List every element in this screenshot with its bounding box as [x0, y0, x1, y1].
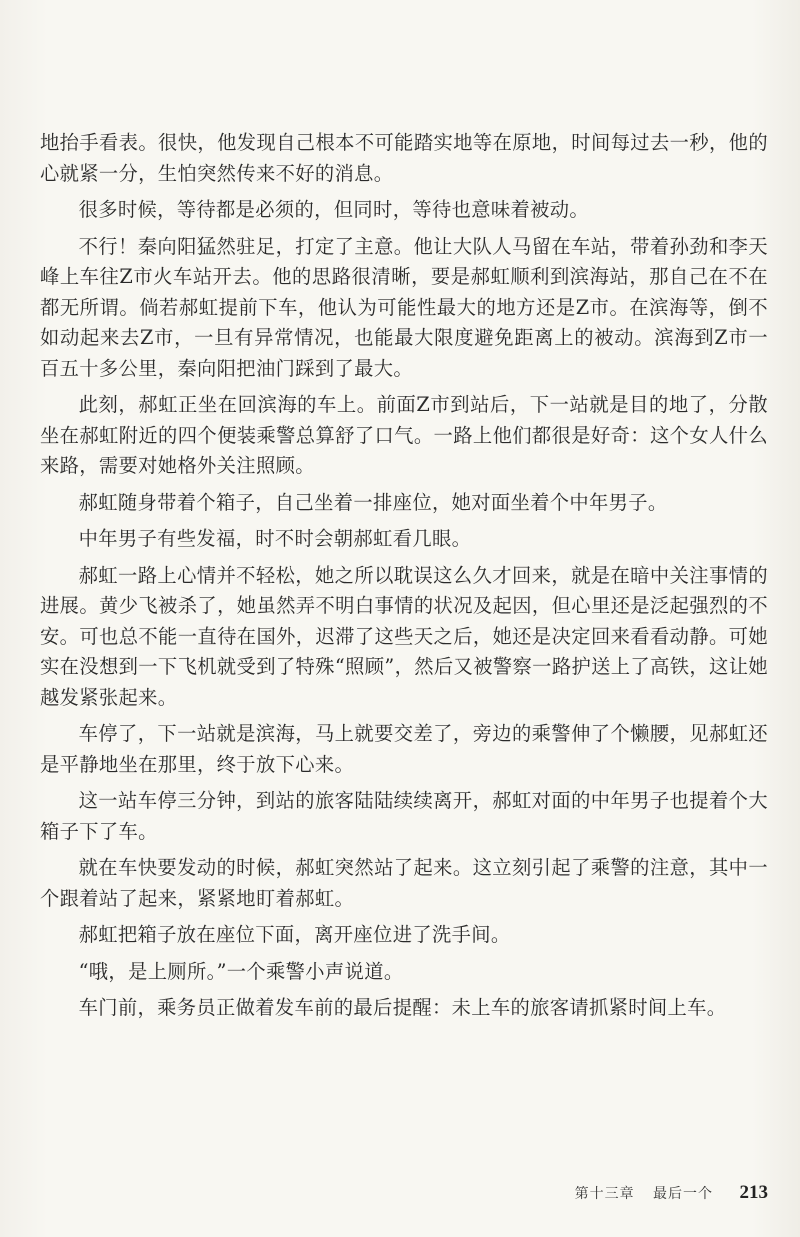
- paragraph: 郝虹随身带着个箱子，自己坐着一排座位，她对面坐着个中年男子。: [78, 490, 668, 514]
- paragraph: 这一站车停三分钟，到站的旅客陆陆续续离开，郝虹对面的中年男子也提着个大箱子下了车。: [40, 789, 768, 843]
- section-title: 最后一个: [653, 1186, 714, 1202]
- page-footer: [575, 1181, 768, 1206]
- paragraph: “哦，是上厕所。”一个乘警小声说道。: [78, 959, 404, 983]
- paragraph: 车停了，下一站就是滨海，马上就要交差了，旁边的乘警伸了个懒腰，见郝虹还是平静地坐在那里，终于放下心来。: [40, 722, 768, 776]
- paragraph: 不行！秦向阳猛然驻足，打定了主意。他让大队人马留在车站，带着孙劲和李天峰上车往Z市火车站开去。他的思路很清晰，要是郝虹顺利到滨海站，那自己在不在都无所谓。倘若郝虹提前下车，他认为可能性最大的地方还是Z市。在滨海等，倒不如动起来去Z市，一旦有异常情况，也能最大限度避免距离上的被动。滨海到Z市一百五十多公里，秦向阳把油门踩到了最大。: [40, 234, 768, 380]
- paragraph: 此刻，郝虹正坐在回滨海的车上。前面Z市到站后，下一站就是目的地了，分散坐在郝虹附近的四个便装乘警总算舒了口气。一路上他们都很是好奇：这个女人什么来路，需要对她格外关注照顾。: [40, 393, 768, 477]
- paragraph: 车门前，乘务员正做着发车前的最后提醒：未上车的旅客请抓紧时间上车。: [78, 996, 727, 1019]
- page-number: 213: [739, 1182, 768, 1203]
- paragraph: 郝虹一路上心情并不轻松，她之所以耽误这么久才回来，就是在暗中关注事情的进展。黄少飞被杀了，她虽然弄不明白事情的状况及起因，但心里还是泛起强烈的不安。可也总不能一直待在国外，迟滞了这些天之后，她还是决定回来看看动静。可她实在没想到一下飞机就受到了特殊“照顾”，然后又被警察一路护送上了高铁，这让她越发紧张起来。: [40, 563, 768, 709]
- paragraph: 地抬手看表。很快，他发现自己根本不可能踏实地等在原地，时间每过去一秒，他的心就紧一分，生怕突然传来不好的消息。: [40, 131, 768, 185]
- paragraph: 很多时候，等待都是必须的，但同时，等待也意味着被动。: [78, 198, 590, 221]
- paragraph: 郝虹把箱子放在座位下面，离开座位进了洗手间。: [78, 923, 511, 946]
- paragraph: 就在车快要发动的时候，郝虹突然站了起来。这立刻引起了乘警的注意，其中一个跟着站了起来，紧紧地盯着郝虹。: [40, 856, 768, 910]
- chapter-label: 第十三章: [574, 1186, 635, 1202]
- body-text: [40, 128, 768, 1030]
- paragraph: 中年男子有些发福，时不时会朝郝虹看几眼。: [78, 527, 472, 550]
